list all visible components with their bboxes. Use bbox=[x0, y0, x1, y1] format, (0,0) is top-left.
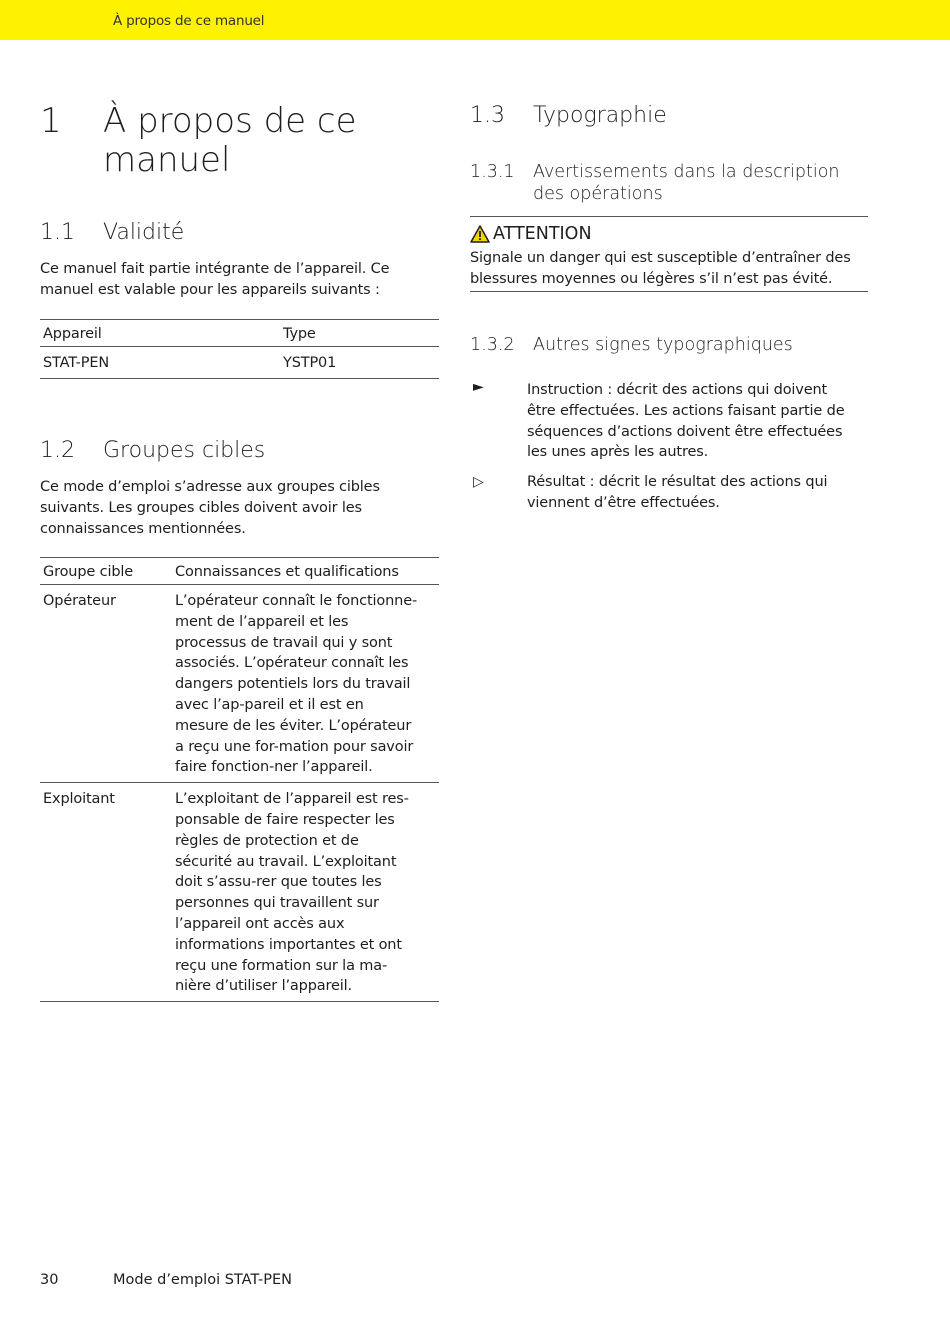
chapter-title: À propos de ce manuel bbox=[103, 101, 357, 180]
section-number: 1.3 bbox=[470, 103, 505, 128]
table-row bbox=[40, 585, 439, 783]
warning-top-rule bbox=[470, 216, 868, 217]
warning-heading bbox=[470, 224, 592, 244]
list-item: Résultat : décrit le résultat des actions qui viennent d’être effectuées. bbox=[527, 474, 828, 511]
table-header-row bbox=[40, 558, 439, 585]
validite-paragraph: Ce manuel fait partie intégrante de l’appareil. Ce manuel est valable pour les appareils suivants : bbox=[40, 261, 390, 298]
warning-text-part: évité. bbox=[788, 270, 833, 287]
subsection-title: Avertissements dans la description des opérations bbox=[533, 162, 840, 204]
column-header: Groupe cible bbox=[40, 558, 172, 585]
section-number: 1.1 bbox=[40, 220, 75, 245]
table-cell: L’opérateur connaît le fonctionne-ment de l’appareil et les processus de travail qui y sont associés. L’opérateur connaît les dangers potentiels lors du travail avec l’ap-pareil et il est en mesure de les éviter. L’opérateur a reçu une for-mation pour savoir faire fonction-ner l’appareil. bbox=[172, 585, 439, 783]
subsection-number: 1.3.2 bbox=[470, 335, 515, 355]
table-cell: STAT-PEN bbox=[40, 347, 280, 379]
header-bar bbox=[0, 0, 950, 40]
warning-text-part: Signale un danger qui est susceptible d’entraîner des blessures moyennes ou légères s’il n’est bbox=[470, 250, 851, 287]
list-item: Instruction : décrit des actions qui doivent être effectuées. Les actions faisant partie de séquences d’actions doivent être effectuées les unes après les autres. bbox=[527, 382, 845, 461]
column-header: Appareil bbox=[40, 320, 280, 347]
table-header-row bbox=[40, 320, 439, 347]
devices-table bbox=[40, 319, 439, 379]
instruction-arrow-icon: ► bbox=[473, 379, 484, 395]
section-title: Typographie bbox=[533, 103, 667, 128]
section-title: Groupes cibles bbox=[103, 438, 266, 463]
subsection-title: Autres signes typographiques bbox=[533, 335, 793, 355]
table-cell: L’exploitant de l’appareil est res-ponsable de faire respecter les règles de protection et de sécurité au travail. L’exploitant doit s’assu-rer que toutes les personnes qui travaillent sur l’appareil ont accès aux informations importantes et ont reçu une formation sur la ma-nière d’utiliser l’appareil. bbox=[172, 783, 439, 1002]
table-cell: Opérateur bbox=[40, 585, 172, 783]
table-cell: YSTP01 bbox=[280, 347, 439, 379]
table-row bbox=[40, 347, 439, 379]
warning-bottom-rule bbox=[470, 291, 868, 292]
subsection-number: 1.3.1 bbox=[470, 162, 515, 182]
running-title: À propos de ce manuel bbox=[113, 13, 265, 29]
warning-label: ATTENTION bbox=[493, 224, 592, 244]
warning-text-emphasis: pas bbox=[762, 270, 789, 287]
warning-triangle-icon bbox=[470, 225, 490, 243]
column-header: Connaissances et qualifications bbox=[172, 558, 439, 585]
warning-text bbox=[470, 248, 868, 290]
groupes-cibles-paragraph: Ce mode d’emploi s’adresse aux groupes cibles suivants. Les groupes cibles doivent avoir les connaissances mentionnées. bbox=[40, 479, 380, 537]
page-number: 30 bbox=[40, 1272, 59, 1288]
section-title: Validité bbox=[103, 220, 185, 245]
result-arrow-icon: ▷ bbox=[473, 474, 484, 490]
footer-doc-title: Mode d’emploi STAT-PEN bbox=[113, 1272, 292, 1288]
section-number: 1.2 bbox=[40, 438, 75, 463]
chapter-number: 1 bbox=[40, 101, 62, 141]
column-header: Type bbox=[280, 320, 439, 347]
target-groups-table bbox=[40, 557, 439, 1002]
table-cell: Exploitant bbox=[40, 783, 172, 1002]
table-row bbox=[40, 783, 439, 1002]
